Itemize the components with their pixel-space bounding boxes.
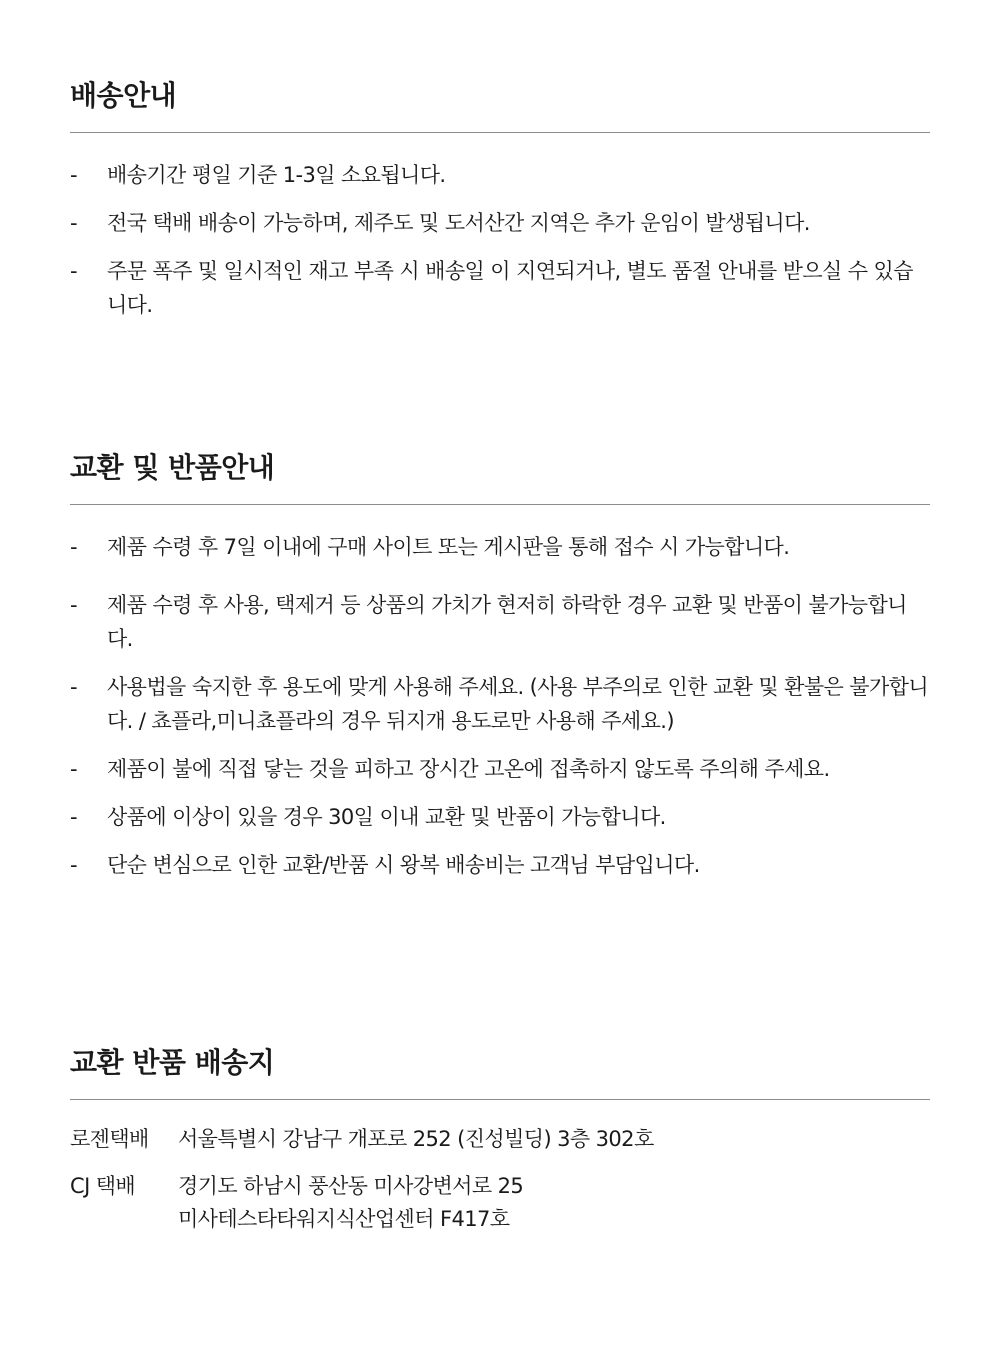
list-item	[70, 588, 930, 656]
shipping-list	[70, 158, 930, 322]
bullet-dash: -	[70, 853, 77, 877]
exchange-divider	[70, 504, 930, 505]
address-lines	[178, 1123, 654, 1156]
shipping-item-text: 주문 폭주 및 일시적인 재고 부족 시 배송일 이 지연되거나, 별도 품절 안내를 받으실 수 있습니다.	[107, 259, 913, 317]
list-item	[70, 158, 930, 192]
list-item	[70, 530, 930, 564]
exchange-item-text: 제품이 불에 직접 닿는 것을 피하고 장시간 고온에 접촉하지 않도록 주의해 주세요.	[107, 757, 830, 781]
exchange-section	[70, 448, 930, 882]
list-item	[70, 670, 930, 738]
bullet-dash: -	[70, 593, 77, 617]
list-item	[70, 848, 930, 882]
returns-address-section	[70, 1043, 930, 1236]
bullet-dash: -	[70, 211, 77, 235]
list-item	[70, 254, 930, 322]
bullet-dash: -	[70, 757, 77, 781]
exchange-item-text: 단순 변심으로 인한 교환/반품 시 왕복 배송비는 고객님 부담입니다.	[107, 853, 700, 877]
carrier-name: CJ 택배	[70, 1174, 136, 1198]
address-line: 경기도 하남시 풍산동 미사강변서로 25	[178, 1174, 524, 1198]
bullet-dash: -	[70, 805, 77, 829]
address-row	[70, 1123, 930, 1156]
bullet-dash: -	[70, 259, 77, 283]
returns-address-title: 교환 반품 배송지	[70, 1046, 275, 1079]
address-line: 미사테스타타워지식산업센터 F417호	[178, 1207, 510, 1231]
returns-address-divider	[70, 1099, 930, 1100]
list-item	[70, 206, 930, 240]
address-lines	[178, 1170, 523, 1236]
carrier-name: 로젠택배	[70, 1127, 149, 1151]
list-item	[70, 752, 930, 786]
exchange-item-text: 상품에 이상이 있을 경우 30일 이내 교환 및 반품이 가능합니다.	[107, 805, 666, 829]
shipping-item-text: 전국 택배 배송이 가능하며, 제주도 및 도서산간 지역은 추가 운임이 발생됩니다.	[107, 211, 810, 235]
bullet-dash: -	[70, 163, 77, 187]
exchange-list	[70, 530, 930, 882]
exchange-title: 교환 및 반품안내	[70, 451, 275, 484]
address-table	[70, 1123, 930, 1236]
shipping-title: 배송안내	[70, 79, 177, 112]
shipping-divider	[70, 132, 930, 133]
address-row	[70, 1170, 930, 1236]
shipping-item-text: 배송기간 평일 기준 1-3일 소요됩니다.	[107, 163, 446, 187]
exchange-item-text: 제품 수령 후 사용, 택제거 등 상품의 가치가 현저히 하락한 경우 교환 및 반품이 불가능합니다.	[107, 593, 907, 651]
exchange-item-text: 사용법을 숙지한 후 용도에 맞게 사용해 주세요. (사용 부주의로 인한 교환 및 환불은 불가합니다. / 쵸플라,미니쵸플라의 경우 뒤지개 용도로만 사용해 주세요.)	[107, 675, 929, 733]
address-line: 서울특별시 강남구 개포로 252 (진성빌딩) 3층 302호	[178, 1127, 654, 1151]
exchange-item-text: 제품 수령 후 7일 이내에 구매 사이트 또는 게시판을 통해 접수 시 가능합니다.	[107, 535, 790, 559]
bullet-dash: -	[70, 675, 77, 699]
bullet-dash: -	[70, 535, 77, 559]
shipping-section	[70, 76, 930, 322]
list-item	[70, 800, 930, 834]
